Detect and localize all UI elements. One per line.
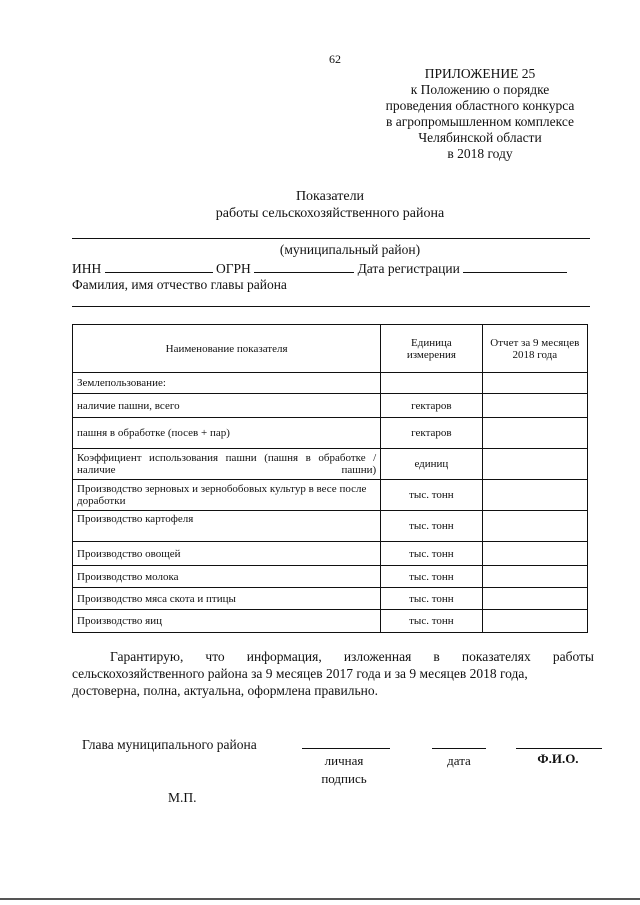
row-name: пашня в обработке (посев + пар) — [73, 418, 381, 449]
date-line[interactable] — [432, 748, 486, 749]
appendix-line: к Положению о порядке — [410, 82, 550, 97]
row-name: Производство мяса скота и птицы — [73, 588, 381, 610]
row-unit: тыс. тонн — [381, 542, 482, 566]
row-unit — [381, 373, 482, 394]
header-name: Наименование показателя — [73, 325, 381, 373]
fio-caption: Ф.И.О. — [537, 751, 579, 766]
caption-personal: личная — [324, 753, 364, 768]
row-name: Производство овощей — [73, 542, 381, 566]
inn-field[interactable] — [105, 260, 213, 273]
report-cell[interactable] — [482, 542, 587, 566]
report-cell[interactable] — [482, 449, 587, 480]
form-title-line1: Показатели — [295, 189, 365, 204]
ogrn-field[interactable] — [254, 260, 354, 273]
municipal-label: (муниципальный район) — [279, 242, 421, 257]
reg-date-label: Дата регистрации — [357, 261, 460, 276]
report-cell[interactable] — [482, 480, 587, 511]
fio-line[interactable] — [516, 748, 602, 749]
row-unit: гектаров — [381, 394, 482, 418]
appendix-line: проведения областного конкурса — [385, 98, 575, 113]
ogrn-label: ОГРН — [216, 261, 251, 276]
row-name: Коэффициент использования пашни (пашня в обработке / наличие пашни) — [73, 449, 381, 480]
appendix-line: Челябинской области — [418, 130, 542, 145]
appendix-block — [360, 66, 600, 162]
district-name-line[interactable] — [72, 238, 590, 239]
header-report: Отчет за 9 месяцев 2018 года — [482, 325, 587, 373]
report-cell[interactable] — [482, 566, 587, 588]
report-cell[interactable] — [482, 373, 587, 394]
signature-label: Глава муниципального района — [82, 737, 257, 752]
registration-row — [72, 260, 592, 277]
row-name: наличие пашни, всего — [73, 394, 381, 418]
row-name: Производство зерновых и зернобобовых культур в весе после доработки — [73, 480, 381, 511]
reg-date-field[interactable] — [463, 260, 567, 273]
guarantee-line3: достоверна, полна, актуальна, оформлена правильно. — [72, 683, 379, 698]
caption-signature: подпись — [321, 771, 367, 786]
indicators-table — [72, 324, 588, 633]
appendix-line: в агропромышленном комплексе — [385, 114, 575, 129]
stamp-place: М.П. — [168, 790, 197, 805]
form-title-line2: работы сельскохозяйственного района — [215, 206, 445, 221]
head-name-line[interactable] — [72, 306, 590, 307]
date-caption: дата — [447, 753, 471, 768]
header-unit: Единица измерения — [381, 325, 482, 373]
row-unit: единиц — [381, 449, 482, 480]
guarantee-line2: сельскохозяйственного района за 9 месяцев 2017 года и за 9 месяцев 2018 года, — [72, 666, 528, 681]
scan-edge — [0, 898, 640, 900]
report-cell[interactable] — [482, 588, 587, 610]
inn-label: ИНН — [72, 261, 102, 276]
row-name: Производство молока — [73, 566, 381, 588]
row-name: Производство яиц — [73, 610, 381, 633]
guarantee-paragraph — [72, 648, 594, 699]
row-name: Производство картофеля — [73, 511, 381, 542]
report-cell[interactable] — [482, 418, 587, 449]
row-unit: тыс. тонн — [381, 588, 482, 610]
appendix-title: ПРИЛОЖЕНИЕ 25 — [424, 66, 536, 81]
report-cell[interactable] — [482, 610, 587, 633]
row-unit: тыс. тонн — [381, 480, 482, 511]
report-cell[interactable] — [482, 511, 587, 542]
row-unit: тыс. тонн — [381, 566, 482, 588]
signature-caption — [304, 752, 384, 788]
row-unit: тыс. тонн — [381, 511, 482, 542]
form-title — [0, 188, 640, 222]
row-name: Землепользование: — [73, 373, 381, 394]
report-cell[interactable] — [482, 394, 587, 418]
head-name-label: Фамилия, имя отчество главы района — [72, 277, 287, 292]
page-number: 62 — [329, 52, 341, 66]
signature-line[interactable] — [302, 748, 390, 749]
row-unit: тыс. тонн — [381, 610, 482, 633]
guarantee-line1: Гарантирую, что информация, изложенная в показателях работы — [110, 649, 594, 664]
appendix-line: в 2018 году — [447, 146, 513, 161]
row-unit: гектаров — [381, 418, 482, 449]
